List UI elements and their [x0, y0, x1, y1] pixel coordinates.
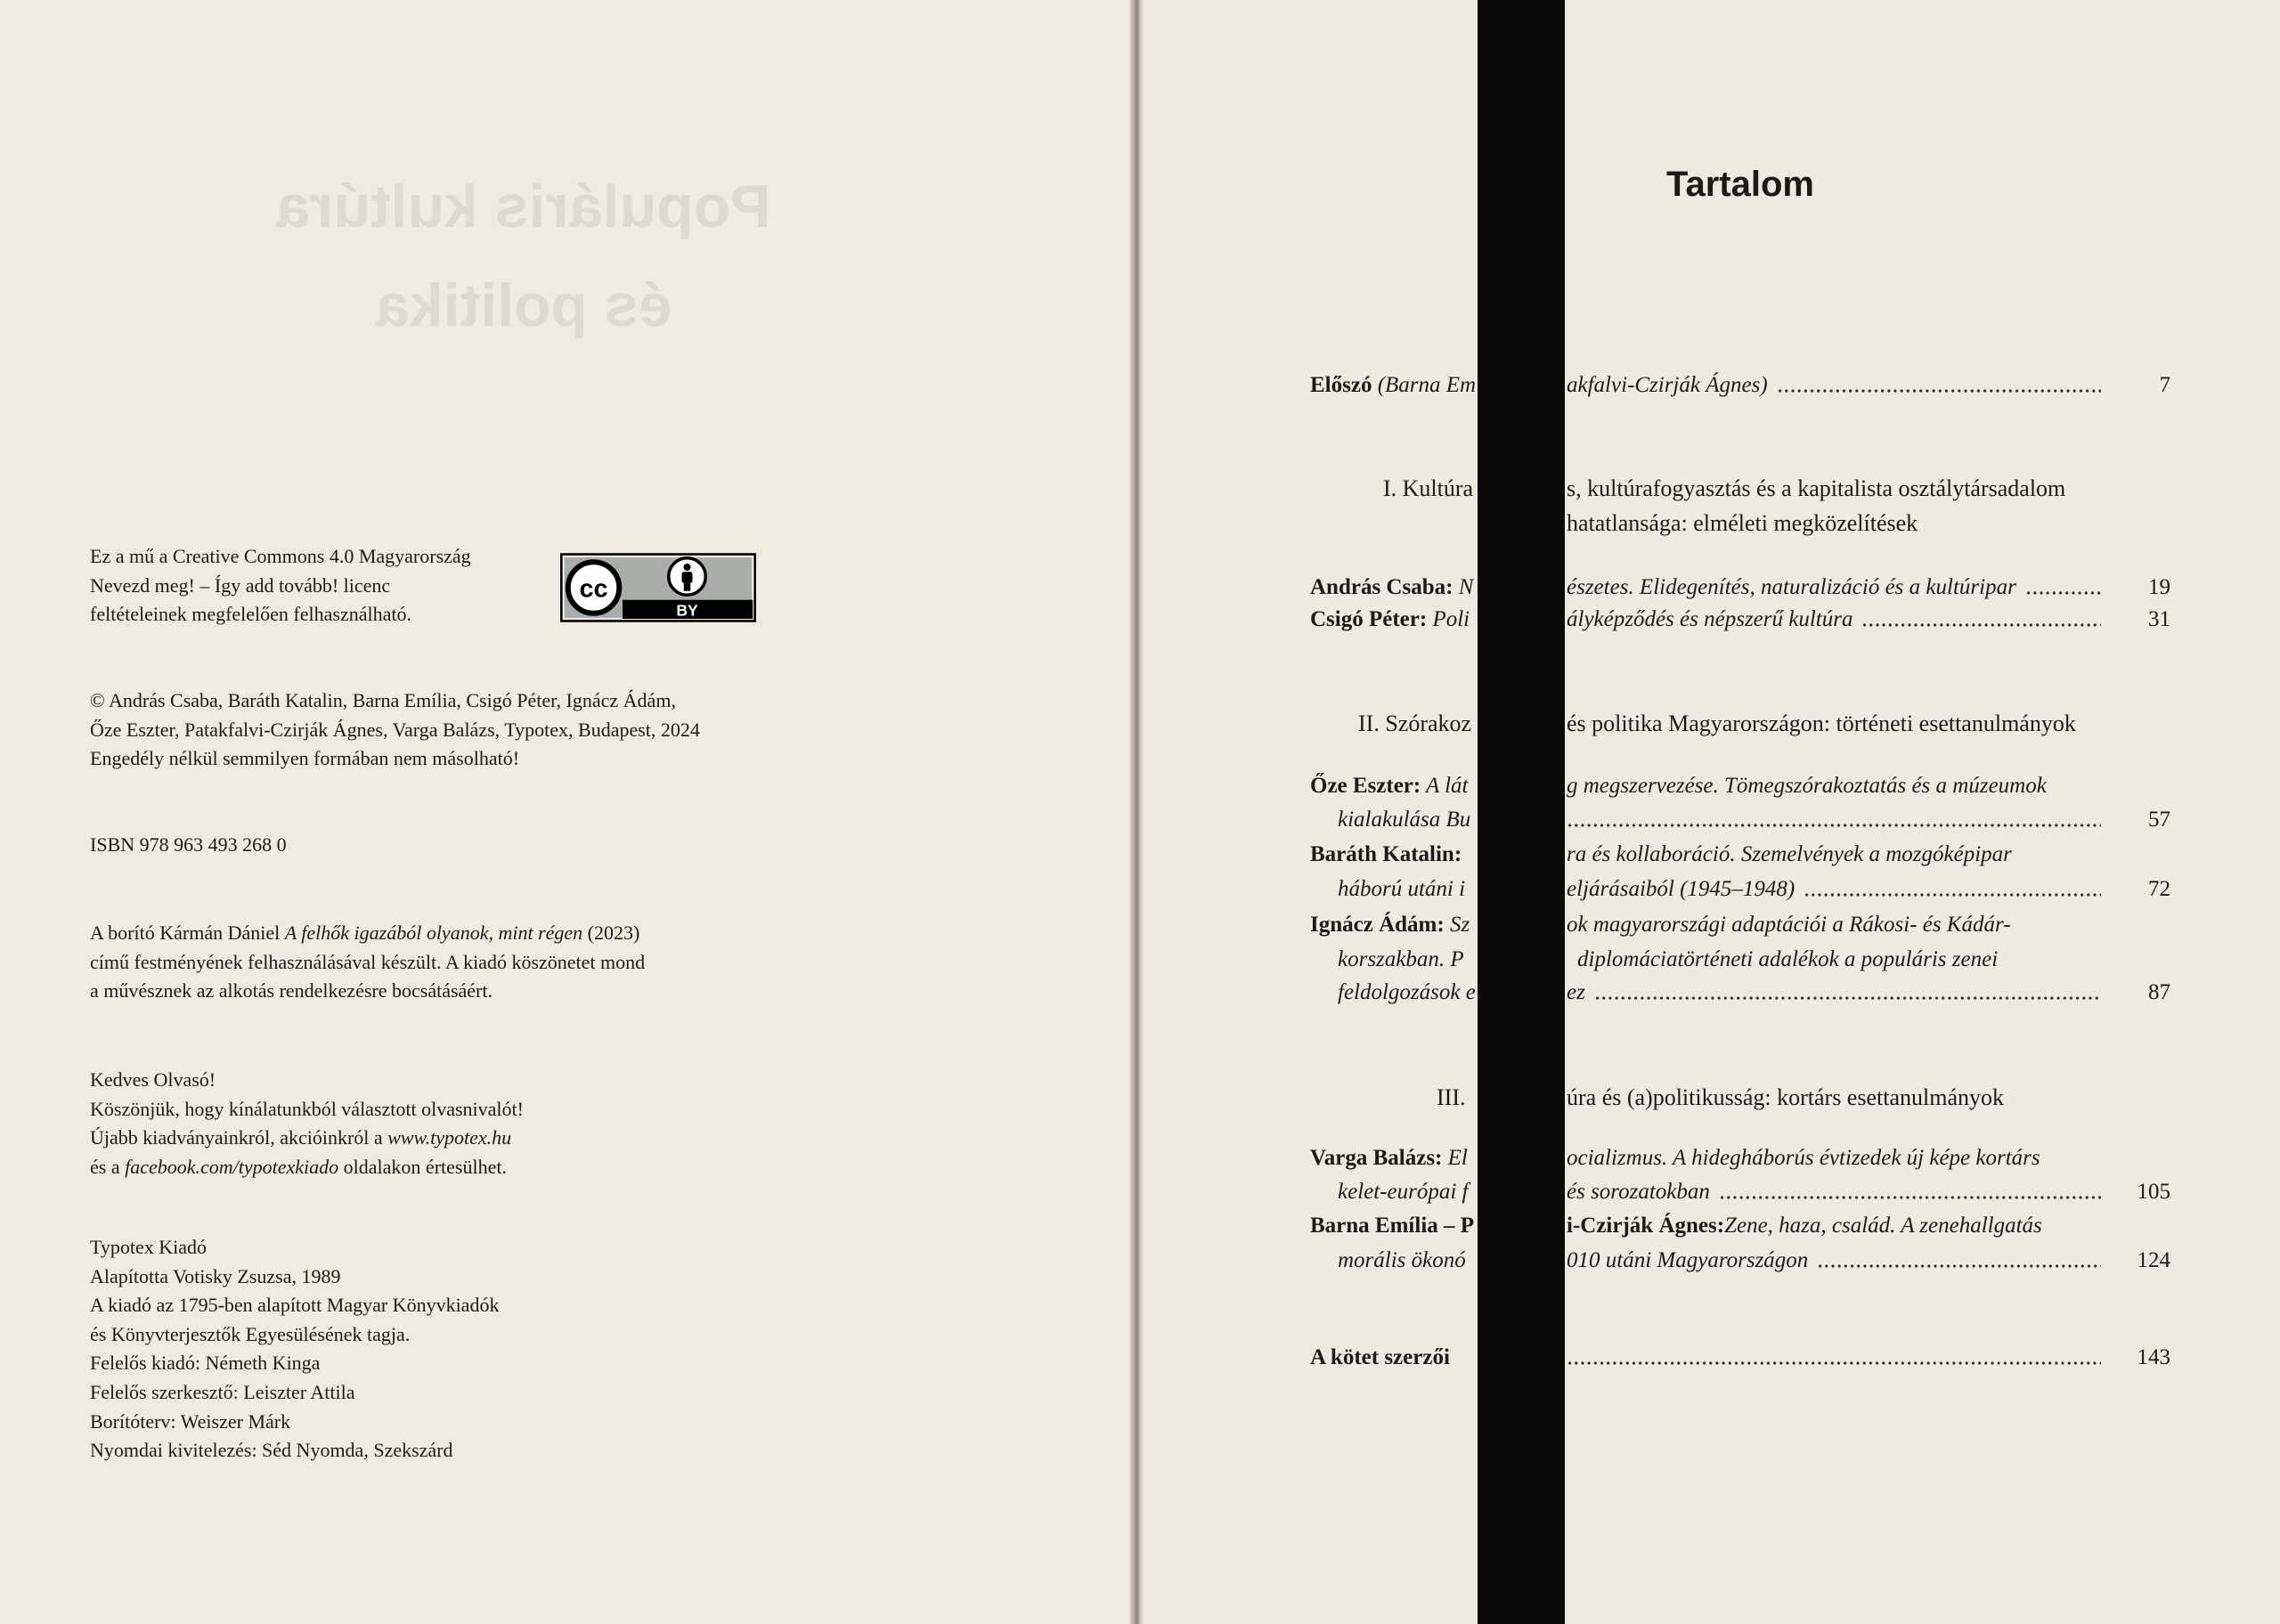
- facebook-url: facebook.com/typotexkiado: [125, 1155, 339, 1178]
- toc-entry-title: g megszervezése. Tömegszórakoztatás és a múzeumok: [1567, 774, 2047, 798]
- toc-right-fragment: [1567, 707, 2170, 741]
- toc-right-fragment: [1567, 571, 2170, 605]
- dot-leader: [1817, 1244, 2101, 1278]
- toc-page-number: 87: [2148, 980, 2170, 1004]
- cover-credit-text: A borító Kármán Dániel: [90, 922, 285, 944]
- toc-page-number: 57: [2148, 808, 2170, 832]
- toc-entry-author: Varga Balázs:: [1310, 1146, 1443, 1170]
- dot-leader: [1861, 603, 2101, 637]
- toc-entry-title: háború utáni i: [1338, 877, 1466, 901]
- toc-right-fragment: [1567, 803, 2170, 837]
- toc-right-fragment: [1567, 908, 2170, 942]
- cc-logo-text: cc: [579, 574, 608, 604]
- toc-entry-title: kialakulása Bu: [1338, 808, 1471, 832]
- toc-entry-author: i-Czirják Ágnes:: [1567, 1214, 1725, 1238]
- painting-year: (2023): [582, 922, 640, 944]
- toc-entry-title: A lát: [1421, 774, 1469, 798]
- toc-entry-authors: akfalvi-Czirják Ágnes): [1567, 373, 1768, 397]
- toc-right-fragment: [1567, 1209, 2170, 1243]
- toc-right-fragment: [1567, 1341, 2170, 1375]
- toc-entry-continued: [0, 1244, 2280, 1278]
- toc-section-heading-continued: [0, 507, 2280, 540]
- toc-entry-title: feldolgozások e: [1338, 980, 1476, 1004]
- toc-entry: [0, 1209, 2280, 1243]
- license-line: Nevezd meg! – Így add tovább! licenc: [90, 573, 391, 597]
- dot-leader: [1594, 976, 2101, 1010]
- toc-entry-title: ocializmus. A hidegháborús évtizedek új képe kortárs: [1567, 1146, 2040, 1170]
- toc-entry-author: Csigó Péter:: [1310, 607, 1428, 631]
- toc-entry-title: diplomáciatörténeti adalékok a populáris zenei: [1577, 947, 1999, 971]
- toc-right-fragment: [1567, 1081, 2170, 1115]
- toc-entry-title: és sorozatokban: [1567, 1180, 1710, 1204]
- toc-entry-title: Sz: [1444, 913, 1470, 937]
- dot-leader: [2025, 571, 2101, 605]
- toc-entry-author: Őze Eszter:: [1310, 774, 1421, 798]
- dot-leader: [1567, 803, 2101, 837]
- toc-right-fragment: [1567, 769, 2170, 803]
- reader-note-line: Kedves Olvasó!: [90, 1068, 216, 1091]
- reader-note-text: Újabb kiadványainkról, akcióinkról a: [90, 1126, 388, 1149]
- toc-entry-contributors: [0, 1341, 2280, 1375]
- toc-entry-author: Ignácz Ádám:: [1310, 913, 1445, 937]
- ghost-title-line: [160, 265, 887, 345]
- painting-title: A felhők igazából olyanok, mint régen: [284, 922, 583, 944]
- toc-right-fragment: [1567, 1141, 2170, 1175]
- toc-right-fragment: [1567, 873, 2170, 906]
- imprint-line: Felelős kiadó: Németh Kinga: [90, 1352, 321, 1375]
- toc-entry-continued: [0, 1175, 2280, 1209]
- toc-right-fragment: [1567, 603, 2170, 637]
- toc-page-number: 124: [2137, 1248, 2170, 1272]
- toc-section-heading: [0, 472, 2280, 506]
- license-line: feltételeinek megfelelően felhasználható.: [90, 603, 411, 626]
- toc-entry-authors: (Barna Em: [1372, 373, 1477, 397]
- toc-right-fragment: [1567, 976, 2170, 1010]
- dot-leader: [1804, 873, 2101, 906]
- toc-entry-continued: [0, 943, 2280, 977]
- toc-entry-title: kelet-európai f: [1338, 1180, 1469, 1204]
- section-title: úra és (a)politikusság: kortárs esettanulmányok: [1567, 1084, 2004, 1110]
- page-title: Tartalom: [1666, 165, 1814, 204]
- toc-entry: [0, 1141, 2280, 1175]
- imprint-line: és Könyvterjesztők Egyesülésének tagja.: [90, 1322, 411, 1345]
- toc-entry-continued: [0, 873, 2280, 906]
- toc-entry-title: ra és kollaboráció. Szemelvények a mozgóképipar: [1567, 842, 2012, 866]
- toc-page-number: 7: [2159, 373, 2170, 397]
- toc-entry-title: eljárásaiból (1945–1948): [1567, 877, 1796, 901]
- copyright-line: Engedély nélkül semmilyen formában nem másolható!: [90, 747, 520, 770]
- section-title: s, kultúrafogyasztás és a kapitalista osztálytársadalom: [1567, 475, 2066, 501]
- toc-entry-title: észetes. Elidegenítés, naturalizáció és a kultúripar: [1567, 575, 2016, 599]
- section-title: III.: [1437, 1084, 1466, 1110]
- imprint-line: Alapította Votisky Zsuzsa, 1989: [90, 1264, 341, 1287]
- ghost-title-line: [160, 166, 887, 247]
- toc-page-number: 72: [2148, 877, 2170, 901]
- toc-entry-continued: [0, 803, 2280, 837]
- imprint-line: Typotex Kiadó: [90, 1236, 208, 1258]
- by-label-text: BY: [676, 601, 698, 620]
- toc-entry-continued: [0, 976, 2280, 1010]
- toc-page-number: 105: [2137, 1180, 2170, 1204]
- reader-note-text: és a: [90, 1155, 126, 1178]
- isbn: ISBN 978 963 493 268 0: [90, 833, 287, 856]
- toc-right-fragment: [1567, 1175, 2170, 1209]
- toc-page-number: 19: [2148, 575, 2170, 599]
- copyright-line: Őze Eszter, Patakfalvi-Czirják Ágnes, Varga Balázs, Typotex, Budapest, 2024: [90, 718, 700, 741]
- license-line: Ez a mű a Creative Commons 4.0 Magyarország: [90, 545, 471, 567]
- toc-entry-author: András Csaba:: [1310, 575, 1454, 599]
- toc-right-fragment: [1567, 472, 2170, 506]
- toc-entry-title: Zene, haza, család. A zenehallgatás: [1724, 1214, 2042, 1238]
- toc-entry-title: N: [1453, 575, 1474, 599]
- toc-entry-author: Barna Emília – P: [1310, 1214, 1475, 1238]
- imprint-line: Nyomdai kivitelezés: Séd Nyomda, Szekszárd: [90, 1439, 453, 1462]
- bleed-through-text: Populáris kultúra: [276, 173, 771, 240]
- toc-entry-title: Poli: [1427, 607, 1470, 631]
- toc-entry-title: ez: [1567, 980, 1585, 1004]
- imprint-line: Borítóterv: Weiszer Márk: [90, 1409, 291, 1433]
- cover-credit-line: a művésznek az alkotás rendelkezésre bocsátásáért.: [90, 979, 493, 1003]
- section-title: hatatlansága: elméleti megközelítések: [1567, 510, 1918, 536]
- toc-entry-title: El: [1442, 1146, 1468, 1170]
- toc-entry-foreword: [0, 369, 2280, 402]
- toc-entry-title: ok magyarországi adaptációi a Rákosi- és Kádár-: [1567, 913, 2011, 937]
- reader-note-text: oldalakon értesülhet.: [338, 1155, 507, 1178]
- section-title: és politika Magyarországon: történeti esettanulmányok: [1567, 710, 2076, 736]
- toc-entry: [0, 769, 2280, 803]
- toc-right-fragment: [1567, 1244, 2170, 1278]
- toc-entry: [0, 838, 2280, 872]
- copyright-line: © András Csaba, Baráth Katalin, Barna Emília, Csigó Péter, Ignácz Ádám,: [90, 689, 676, 711]
- toc-right-fragment: [1577, 943, 2170, 977]
- toc-right-fragment: [1567, 507, 2170, 540]
- toc-right-fragment: [1567, 838, 2170, 872]
- toc-entry-author: Baráth Katalin:: [1310, 842, 1462, 866]
- toc-right-fragment: [1567, 369, 2170, 402]
- imprint-line: Felelős szerkesztő: Leiszter Attila: [90, 1380, 355, 1403]
- toc-page-number: 31: [2148, 607, 2170, 631]
- imprint-line: A kiadó az 1795-ben alapított Magyar Könyvkiadók: [90, 1294, 500, 1317]
- toc-section-heading: [0, 1081, 2280, 1115]
- toc-entry: [0, 603, 2280, 637]
- bleed-through-text: és politika: [375, 272, 672, 339]
- reader-note-line: Köszönjük, hogy kínálatunkból választott olvasnivalót!: [90, 1097, 524, 1120]
- toc-page-number: 143: [2137, 1345, 2170, 1369]
- toc-entry-title: korszakban. P: [1338, 947, 1464, 971]
- toc-entry-title: morális ökonó: [1338, 1248, 1466, 1272]
- section-title: II. Szórakoz: [1358, 710, 1472, 736]
- toc-entry: [0, 908, 2280, 942]
- dot-leader: [1567, 1341, 2101, 1375]
- toc-entry-label: A kötet szerzői: [1310, 1345, 1450, 1369]
- dot-leader: [1719, 1175, 2101, 1209]
- toc-entry-title: ályképződés és népszerű kultúra: [1567, 607, 1853, 631]
- toc-section-heading: [0, 707, 2280, 741]
- cover-credit-line: című festményének felhasználásával készült. A kiadó köszönetet mond: [90, 950, 646, 973]
- toc-entry-label: Előszó: [1310, 373, 1372, 397]
- website-url: www.typotex.hu: [387, 1126, 512, 1149]
- redaction-bar: [1478, 0, 1565, 1624]
- section-title: I. Kultúra: [1383, 475, 1474, 501]
- toc-entry-title: 010 utáni Magyarországon: [1567, 1248, 1809, 1272]
- dot-leader: [1777, 369, 2101, 402]
- toc-entry: [0, 571, 2280, 605]
